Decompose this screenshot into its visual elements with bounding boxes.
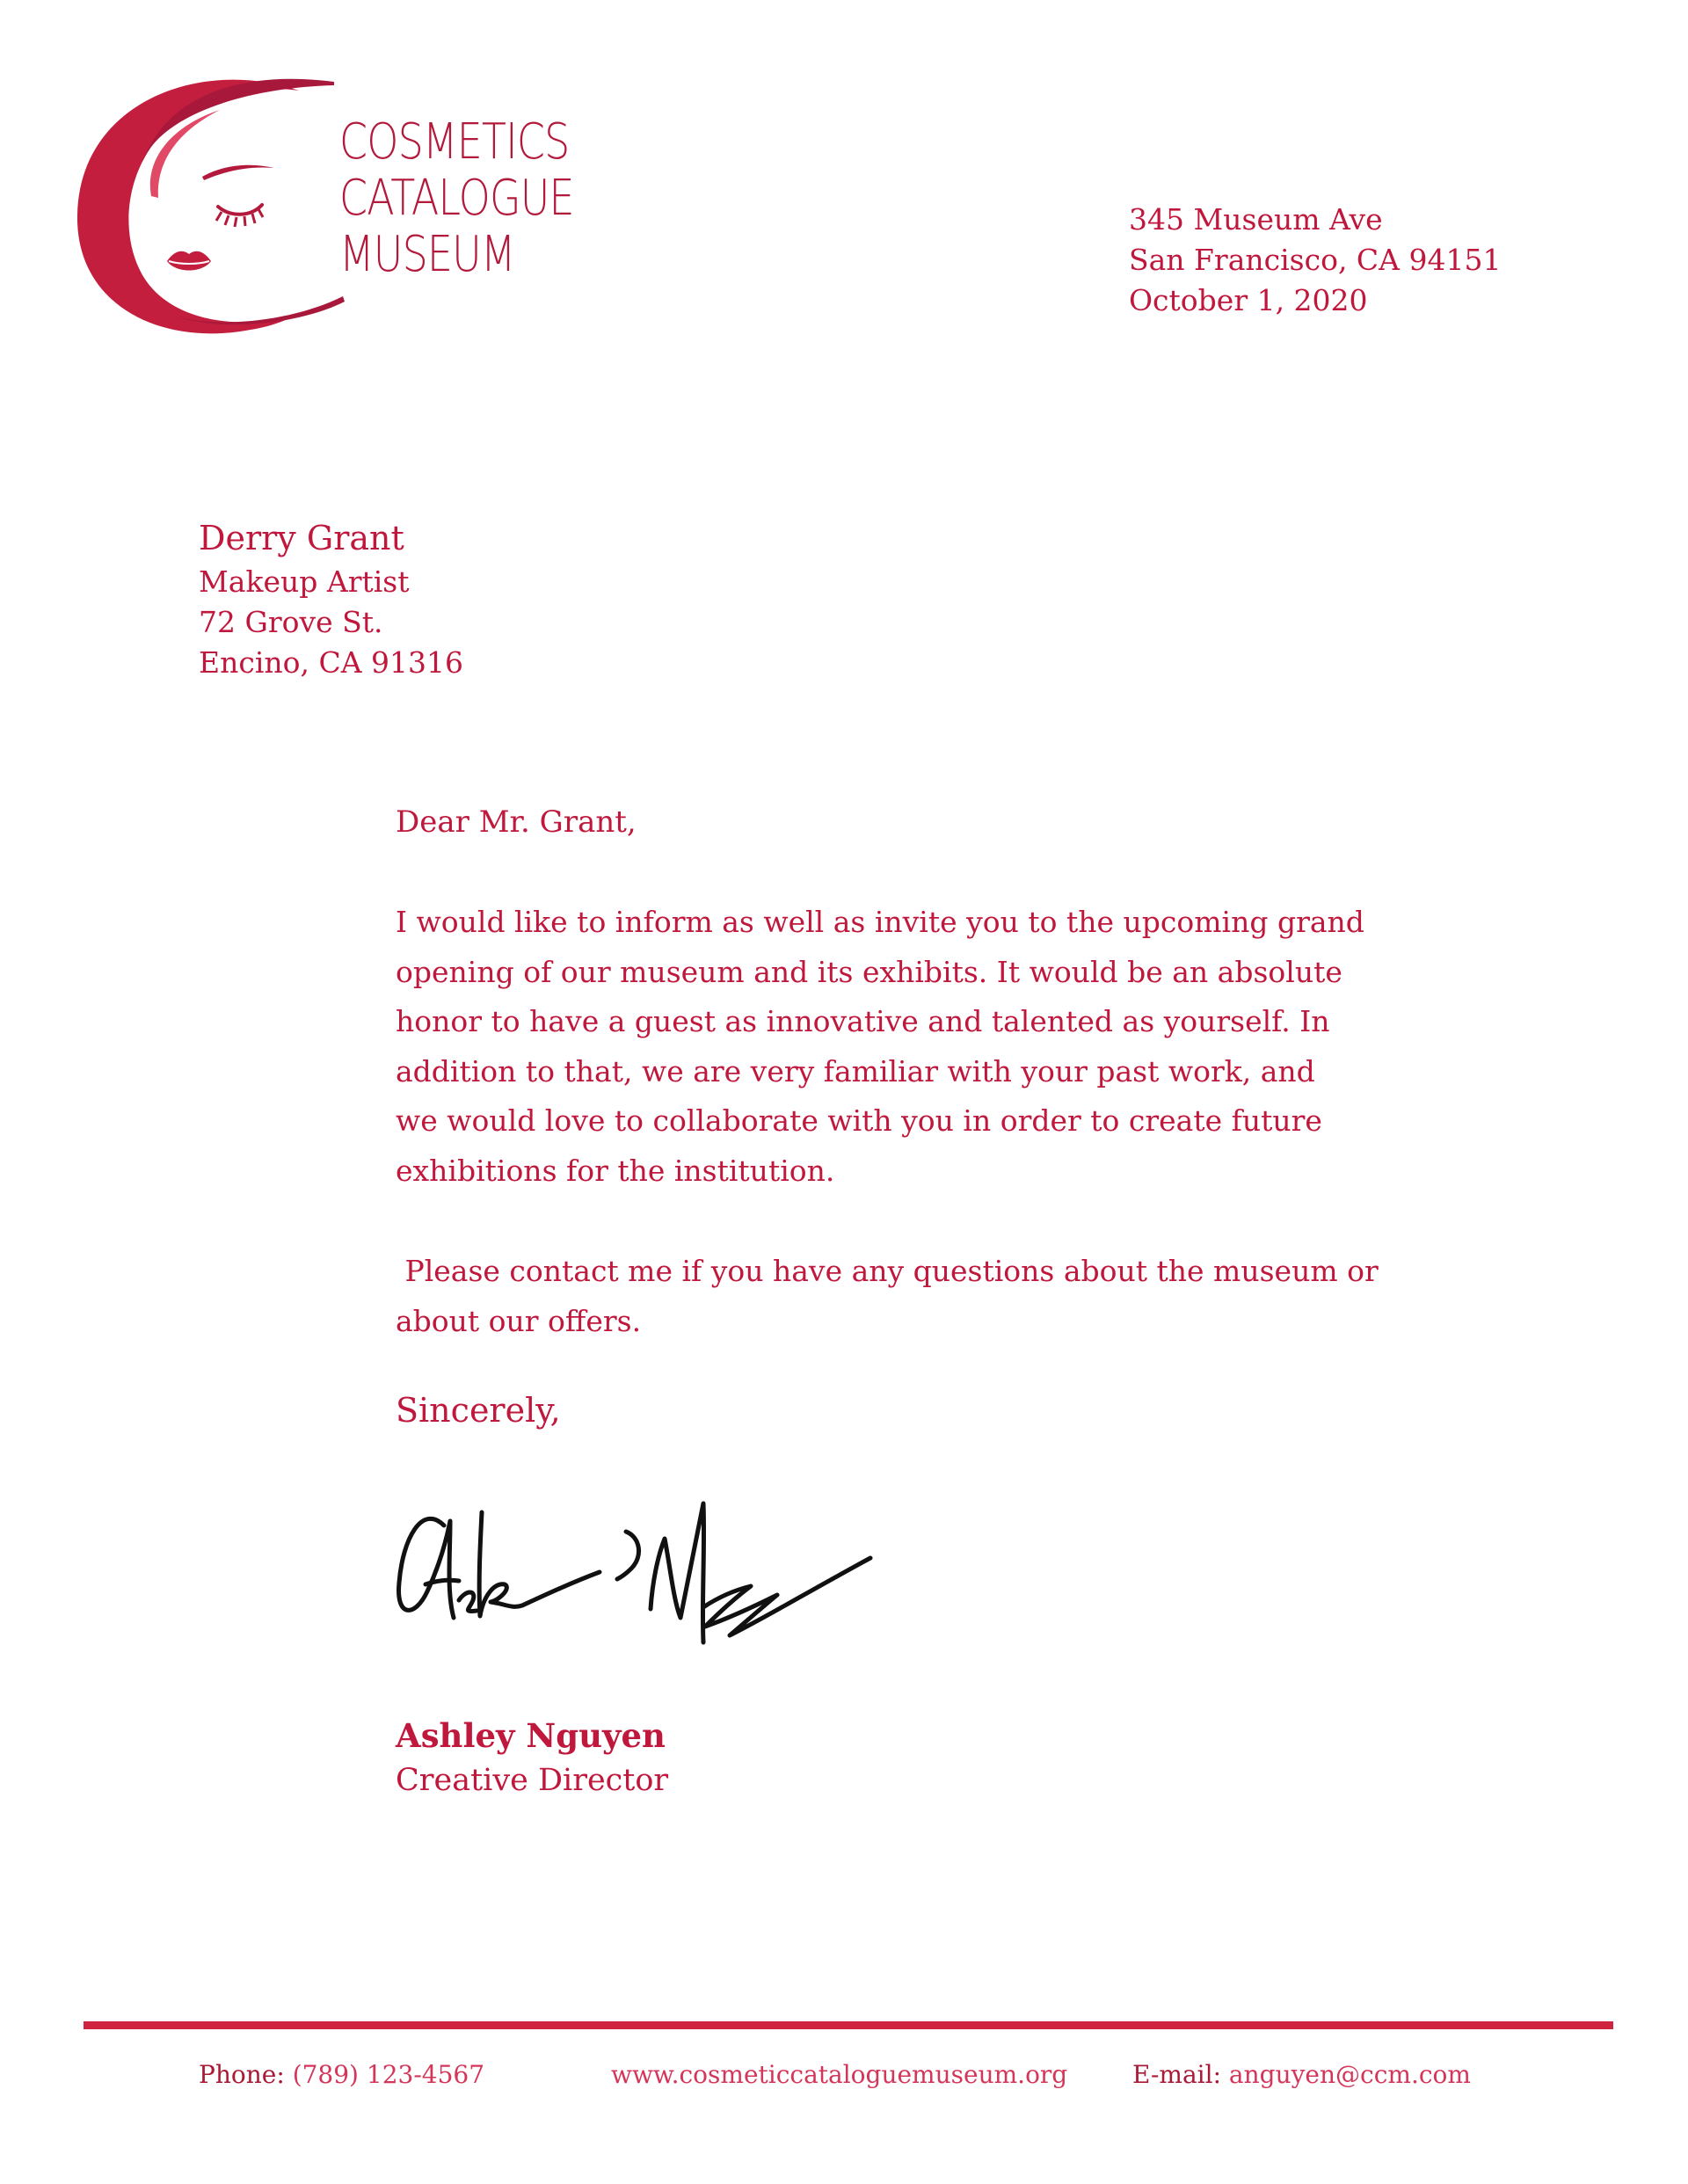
recipient-title: Makeup Artist: [199, 564, 410, 599]
sender-address: [1129, 200, 1501, 321]
paragraph-line: I would like to inform as well as invite you to the upcoming grand: [396, 905, 1364, 939]
recipient-address: [199, 514, 463, 683]
email-link[interactable]: anguyen@ccm.com: [1228, 2060, 1471, 2089]
email-label: E-mail:: [1132, 2060, 1222, 2089]
paragraph-line: Please contact me if you have any questions about the museum or: [396, 1254, 1379, 1288]
footer-website: [611, 2057, 1067, 2093]
body-paragraph: [396, 1247, 1398, 1346]
paragraph-line: we would love to collaborate with you in order to create future: [396, 1103, 1322, 1138]
handwritten-signature: [396, 1486, 888, 1662]
sender-street: 345 Museum Ave: [1129, 202, 1383, 237]
recipient-name: Derry Grant: [199, 519, 404, 557]
museum-logo-icon: [70, 66, 352, 347]
logo-wordmark: [339, 114, 574, 283]
paragraph-line: about our offers.: [396, 1303, 642, 1338]
paragraph-line: opening of our museum and its exhibits. It would be an absolute: [396, 954, 1342, 989]
footer-divider: [84, 2021, 1613, 2029]
footer-phone: [199, 2057, 484, 2093]
salutation: Dear Mr. Grant,: [396, 804, 637, 840]
closing: Sincerely,: [396, 1391, 561, 1430]
phone-label: Phone:: [199, 2060, 285, 2089]
recipient-city: Encino, CA 91316: [199, 645, 464, 680]
body-paragraph: [396, 898, 1398, 1196]
logo-line: MUSEUM: [339, 226, 515, 283]
letter-date: October 1, 2020: [1129, 283, 1368, 317]
phone-number: (789) 123-4567: [292, 2060, 485, 2089]
paragraph-line: exhibitions for the institution.: [396, 1153, 835, 1188]
signer-name: Ashley Nguyen: [396, 1716, 666, 1755]
paragraph-line: honor to have a guest as innovative and talented as yourself. In: [396, 1004, 1330, 1038]
sender-city: San Francisco, CA 94151: [1129, 243, 1502, 277]
logo-line: CATALOGUE: [339, 170, 574, 227]
recipient-street: 72 Grove St.: [199, 605, 383, 639]
logo-line: COSMETICS: [339, 113, 570, 171]
footer-email: [1132, 2057, 1471, 2093]
website-link[interactable]: www.cosmeticcataloguemuseum.org: [611, 2060, 1068, 2089]
signer-title: Creative Director: [396, 1763, 669, 1798]
paragraph-line: addition to that, we are very familiar with your past work, and: [396, 1053, 1315, 1088]
